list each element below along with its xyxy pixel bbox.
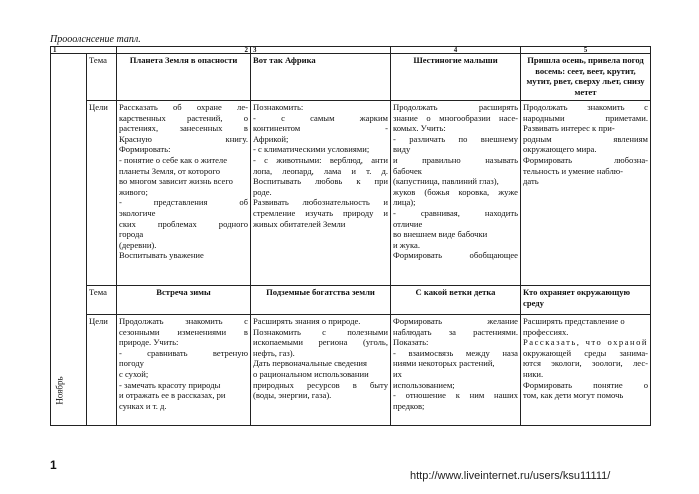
week2-theme-2: Подземные богатства земли (251, 286, 391, 315)
week2-goals-2: Расширять знания о природе. Познакомить с полезными ископаемыми региона (уголь, нефть, газ). Дать первоначальные сведения о рациональном использовании природных ресурсов в быту (воды, энергии, газа). (251, 315, 391, 426)
col-number-1: 1 (51, 47, 117, 54)
col-number-4: 4 (391, 47, 521, 54)
table-caption: Прооолснсение тапл. (50, 34, 141, 45)
page-number: 1 (50, 458, 57, 472)
week1-goals-1: Рассказать об охране ле- карственных растений, о растениях, занесенных в Красную книгу. Формировать: - понятие о себе как о жителе планеты Земля, от которого во многом зависит жизнь всего живого; - представления об экологиче ских проблемах родного города (деревни). Воспитывать уважение (117, 101, 251, 286)
week2-goals-1: Продолжать знакомить с сезонными изменениями в природе. Учить: - сравнивать ветреную погоду с сухой; - замечать красоту природы и отражать ее в рассказах, ри сунках и т. д. (117, 315, 251, 426)
week2-theme-1: Встреча зимы (117, 286, 251, 315)
week1-theme-3: Шестиногие малыши (391, 54, 521, 101)
week1-goals-4: Продолжать знакомить с народными приметами. Развивать интерес к при- родным явлениям окружающего мира. Формировать любозна- тельность и умение наблю- дать (521, 101, 651, 286)
week1-theme-2: Вот так Африка (251, 54, 391, 101)
week2-goals-row (51, 315, 651, 426)
week2-theme-3: С какой ветки детка (391, 286, 521, 315)
month-cell (51, 54, 87, 426)
col-number-5: 5 (521, 47, 651, 54)
week1-theme-1: Планета Земля в опасности (117, 54, 251, 101)
week1-goals-row (51, 101, 651, 286)
source-url: http://www.liveinternet.ru/users/ksu11111/ (410, 470, 611, 482)
col-number-3: 3 (251, 47, 391, 54)
month-label: Ноябрь (54, 376, 65, 405)
week2-goals-3: Формировать желание наблюдать за растениями. Показать: - взаимосвязь между наза ниями некоторых растений, их использованием; - отношение к ним наших предков; (391, 315, 521, 426)
week2-goals-4: Расширять представление о профессиях. Рассказать, что охраной окружающей среды занима- ются экологи, зоологи, лес- ники. Формировать понятие о том, как дети могут помочь (521, 315, 651, 426)
column-number-row (51, 47, 651, 54)
week1-goals-2: Познакомить: - с самым жарким континентом - Африкой; - с климатическими условиями; - с животными: верблюд, анти лопа, леопард, лама и т. д. Воспитывать любовь к при роде. Развивать любознательность и стремление изучать природу и живых обитателей Земли (251, 101, 391, 286)
theme-label: Тема (87, 286, 117, 315)
week1-goals-3: Продолжать расширять знание о многообразии насе- комых. Учить: - различать по внешнему виду и правильно называть бабочек (капустница, павлиний глаз), жуков (божья коровка, жуже лица); - сравнивая, находить отличие во внешнем виде бабочки и жука. Формировать обобщающее (391, 101, 521, 286)
week1-theme-row (51, 54, 651, 101)
week2-theme-row (51, 286, 651, 315)
goals-label: Цели (87, 101, 117, 286)
week1-theme-4: Пришла осень, привела погод восемь: сеет, веет, крутит, мутит, рвет, сверху льет, снизу метет (521, 54, 651, 101)
curriculum-table (50, 46, 651, 426)
goals-label: Цели (87, 315, 117, 426)
col-number-2: 2 (117, 47, 251, 54)
week2-theme-4: Кто охраняет окружающую среду (521, 286, 651, 315)
theme-label: Тема (87, 54, 117, 101)
